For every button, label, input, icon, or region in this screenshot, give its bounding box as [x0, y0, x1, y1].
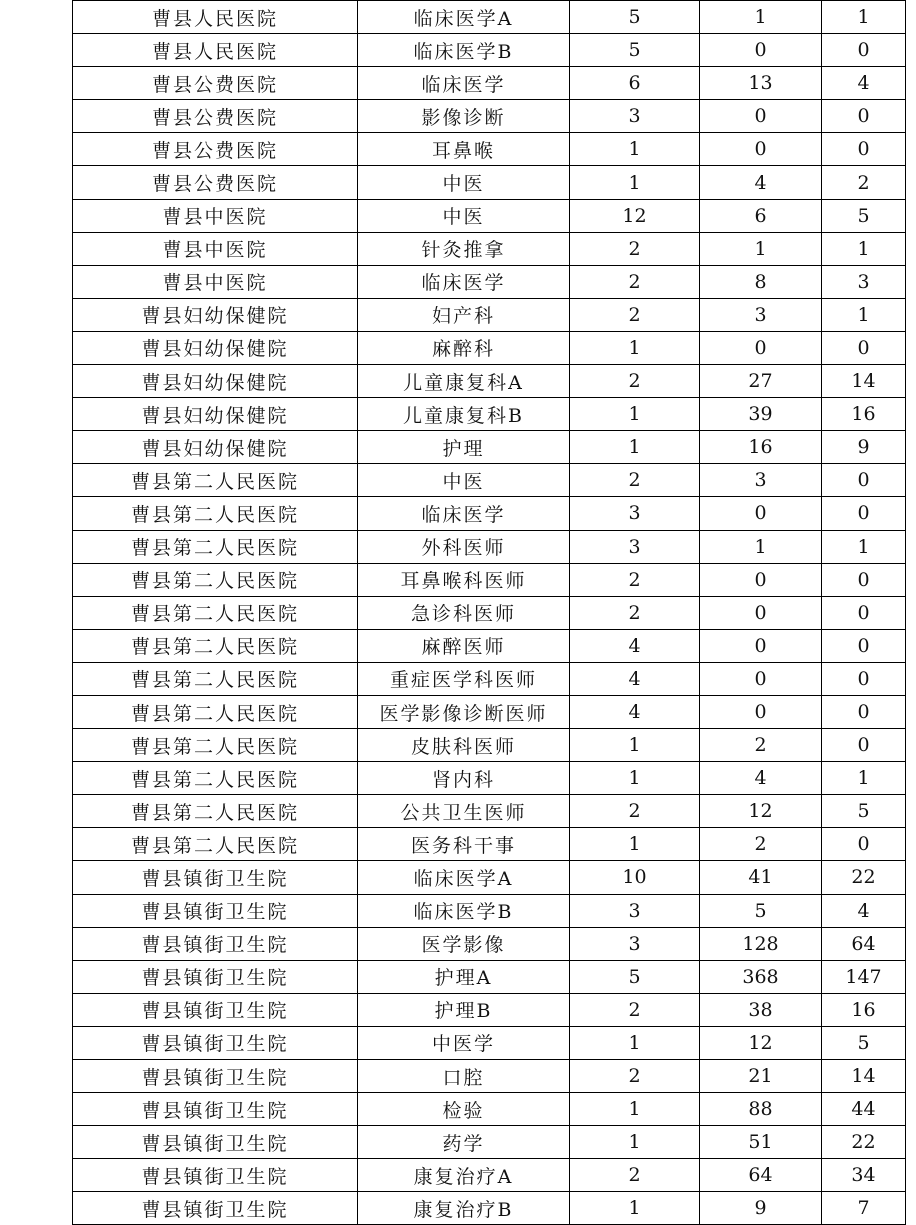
applicants-cell: 5 — [700, 894, 822, 927]
position-cell: 口腔 — [358, 1060, 570, 1093]
hospital-cell: 曹县第二人民医院 — [73, 662, 358, 695]
table-row — [73, 1093, 906, 1126]
applicants-cell: 128 — [700, 927, 822, 960]
table-row — [73, 894, 906, 927]
hospital-cell: 曹县第二人民医院 — [73, 464, 358, 497]
table-body — [73, 1, 906, 1225]
quota-cell: 1 — [570, 1026, 700, 1059]
qualified-cell: 0 — [822, 729, 906, 762]
hospital-cell: 曹县第二人民医院 — [73, 629, 358, 662]
position-cell: 针灸推拿 — [358, 232, 570, 265]
applicants-cell: 0 — [700, 100, 822, 133]
applicants-cell: 0 — [700, 596, 822, 629]
table-row — [73, 365, 906, 398]
applicants-cell: 4 — [700, 762, 822, 795]
applicants-cell: 1 — [700, 232, 822, 265]
qualified-cell: 7 — [822, 1192, 906, 1225]
qualified-cell: 0 — [822, 828, 906, 861]
hospital-cell: 曹县第二人民医院 — [73, 563, 358, 596]
table-row — [73, 861, 906, 894]
table-row — [73, 464, 906, 497]
hospital-cell: 曹县第二人民医院 — [73, 596, 358, 629]
table-row — [73, 1192, 906, 1225]
hospital-cell: 曹县镇街卫生院 — [73, 894, 358, 927]
applicants-cell: 13 — [700, 67, 822, 100]
quota-cell: 1 — [570, 729, 700, 762]
quota-cell: 5 — [570, 34, 700, 67]
qualified-cell: 0 — [822, 331, 906, 364]
hospital-cell: 曹县镇街卫生院 — [73, 1093, 358, 1126]
qualified-cell: 22 — [822, 1126, 906, 1159]
qualified-cell: 16 — [822, 398, 906, 431]
position-cell: 中医学 — [358, 1026, 570, 1059]
quota-cell: 1 — [570, 331, 700, 364]
position-cell: 临床医学 — [358, 497, 570, 530]
applicants-cell: 0 — [700, 662, 822, 695]
hospital-cell: 曹县镇街卫生院 — [73, 1026, 358, 1059]
qualified-cell: 1 — [822, 762, 906, 795]
hospital-cell: 曹县第二人民医院 — [73, 497, 358, 530]
applicants-cell: 2 — [700, 828, 822, 861]
quota-cell: 2 — [570, 365, 700, 398]
position-cell: 麻醉科 — [358, 331, 570, 364]
hospital-cell: 曹县镇街卫生院 — [73, 1159, 358, 1192]
qualified-cell: 64 — [822, 927, 906, 960]
quota-cell: 2 — [570, 563, 700, 596]
table-row — [73, 596, 906, 629]
table-row — [73, 1, 906, 34]
position-cell: 护理 — [358, 431, 570, 464]
quota-cell: 4 — [570, 695, 700, 728]
applicants-cell: 64 — [700, 1159, 822, 1192]
qualified-cell: 14 — [822, 365, 906, 398]
quota-cell: 1 — [570, 166, 700, 199]
hospital-cell: 曹县第二人民医院 — [73, 762, 358, 795]
qualified-cell: 0 — [822, 662, 906, 695]
applicants-cell: 3 — [700, 464, 822, 497]
hospital-cell: 曹县人民医院 — [73, 1, 358, 34]
applicants-cell: 4 — [700, 166, 822, 199]
hospital-cell: 曹县镇街卫生院 — [73, 1192, 358, 1225]
applicants-cell: 0 — [700, 695, 822, 728]
hospital-cell: 曹县第二人民医院 — [73, 729, 358, 762]
quota-cell: 2 — [570, 1159, 700, 1192]
qualified-cell: 1 — [822, 298, 906, 331]
applicants-cell: 9 — [700, 1192, 822, 1225]
hospital-cell: 曹县镇街卫生院 — [73, 927, 358, 960]
hospital-cell: 曹县中医院 — [73, 199, 358, 232]
applicants-cell: 21 — [700, 1060, 822, 1093]
table-row — [73, 530, 906, 563]
applicants-cell: 88 — [700, 1093, 822, 1126]
quota-cell: 2 — [570, 993, 700, 1026]
qualified-cell: 34 — [822, 1159, 906, 1192]
qualified-cell: 0 — [822, 596, 906, 629]
position-cell: 儿童康复科B — [358, 398, 570, 431]
table-row — [73, 232, 906, 265]
hospital-cell: 曹县公费医院 — [73, 166, 358, 199]
qualified-cell: 0 — [822, 629, 906, 662]
qualified-cell: 147 — [822, 960, 906, 993]
table-row — [73, 993, 906, 1026]
quota-cell: 2 — [570, 298, 700, 331]
quota-cell: 5 — [570, 1, 700, 34]
quota-cell: 1 — [570, 1093, 700, 1126]
qualified-cell: 0 — [822, 464, 906, 497]
hospital-cell: 曹县妇幼保健院 — [73, 331, 358, 364]
quota-cell: 3 — [570, 100, 700, 133]
table-row — [73, 563, 906, 596]
applicants-cell: 41 — [700, 861, 822, 894]
quota-cell: 1 — [570, 1126, 700, 1159]
table-row — [73, 1126, 906, 1159]
hospital-cell: 曹县妇幼保健院 — [73, 398, 358, 431]
position-cell: 中医 — [358, 199, 570, 232]
applicants-cell: 51 — [700, 1126, 822, 1159]
position-cell: 检验 — [358, 1093, 570, 1126]
table-row — [73, 729, 906, 762]
table-row — [73, 927, 906, 960]
table-row — [73, 629, 906, 662]
quota-cell: 3 — [570, 894, 700, 927]
position-cell: 医务科干事 — [358, 828, 570, 861]
hospital-cell: 曹县妇幼保健院 — [73, 298, 358, 331]
quota-cell: 3 — [570, 497, 700, 530]
table-row — [73, 34, 906, 67]
qualified-cell: 2 — [822, 166, 906, 199]
position-cell: 麻醉医师 — [358, 629, 570, 662]
qualified-cell: 4 — [822, 67, 906, 100]
applicants-cell: 27 — [700, 365, 822, 398]
position-cell: 临床医学 — [358, 265, 570, 298]
hospital-cell: 曹县第二人民医院 — [73, 795, 358, 828]
hospital-cell: 曹县镇街卫生院 — [73, 1126, 358, 1159]
quota-cell: 4 — [570, 662, 700, 695]
quota-cell: 10 — [570, 861, 700, 894]
table-row — [73, 1026, 906, 1059]
applicants-cell: 39 — [700, 398, 822, 431]
quota-cell: 2 — [570, 232, 700, 265]
position-cell: 临床医学A — [358, 1, 570, 34]
hospital-cell: 曹县镇街卫生院 — [73, 1060, 358, 1093]
qualified-cell: 0 — [822, 695, 906, 728]
qualified-cell: 22 — [822, 861, 906, 894]
table-row — [73, 199, 906, 232]
position-cell: 医学影像 — [358, 927, 570, 960]
table-row — [73, 828, 906, 861]
quota-cell: 3 — [570, 530, 700, 563]
applicants-cell: 6 — [700, 199, 822, 232]
position-cell: 公共卫生医师 — [358, 795, 570, 828]
hospital-cell: 曹县镇街卫生院 — [73, 960, 358, 993]
applicants-cell: 0 — [700, 629, 822, 662]
applicants-cell: 38 — [700, 993, 822, 1026]
position-cell: 耳鼻喉科医师 — [358, 563, 570, 596]
applicants-cell: 0 — [700, 331, 822, 364]
qualified-cell: 3 — [822, 265, 906, 298]
hospital-cell: 曹县第二人民医院 — [73, 828, 358, 861]
applicants-cell: 0 — [700, 497, 822, 530]
table-row — [73, 133, 906, 166]
quota-cell: 1 — [570, 133, 700, 166]
position-cell: 皮肤科医师 — [358, 729, 570, 762]
qualified-cell: 4 — [822, 894, 906, 927]
table-row — [73, 298, 906, 331]
qualified-cell: 0 — [822, 563, 906, 596]
table-row — [73, 265, 906, 298]
position-cell: 医学影像诊断医师 — [358, 695, 570, 728]
applicants-cell: 2 — [700, 729, 822, 762]
quota-cell: 3 — [570, 927, 700, 960]
table-row — [73, 795, 906, 828]
position-cell: 外科医师 — [358, 530, 570, 563]
table-row — [73, 960, 906, 993]
table-row — [73, 398, 906, 431]
position-cell: 妇产科 — [358, 298, 570, 331]
qualified-cell: 1 — [822, 232, 906, 265]
position-cell: 中医 — [358, 166, 570, 199]
table-row — [73, 166, 906, 199]
table-row — [73, 1159, 906, 1192]
hospital-cell: 曹县妇幼保健院 — [73, 365, 358, 398]
table-row — [73, 695, 906, 728]
hospital-cell: 曹县镇街卫生院 — [73, 861, 358, 894]
position-cell: 药学 — [358, 1126, 570, 1159]
hospital-cell: 曹县人民医院 — [73, 34, 358, 67]
applicants-cell: 16 — [700, 431, 822, 464]
position-cell: 护理A — [358, 960, 570, 993]
quota-cell: 12 — [570, 199, 700, 232]
quota-cell: 5 — [570, 960, 700, 993]
quota-cell: 4 — [570, 629, 700, 662]
hospital-cell: 曹县妇幼保健院 — [73, 431, 358, 464]
position-cell: 重症医学科医师 — [358, 662, 570, 695]
table-row — [73, 497, 906, 530]
applicants-cell: 1 — [700, 1, 822, 34]
position-cell: 临床医学 — [358, 67, 570, 100]
applicants-cell: 12 — [700, 795, 822, 828]
applicants-cell: 1 — [700, 530, 822, 563]
qualified-cell: 1 — [822, 530, 906, 563]
position-cell: 影像诊断 — [358, 100, 570, 133]
quota-cell: 2 — [570, 596, 700, 629]
position-cell: 临床医学A — [358, 861, 570, 894]
qualified-cell: 5 — [822, 1026, 906, 1059]
quota-cell: 1 — [570, 398, 700, 431]
hospital-cell: 曹县公费医院 — [73, 133, 358, 166]
quota-cell: 1 — [570, 431, 700, 464]
position-cell: 耳鼻喉 — [358, 133, 570, 166]
hospital-cell: 曹县第二人民医院 — [73, 530, 358, 563]
qualified-cell: 14 — [822, 1060, 906, 1093]
position-cell: 中医 — [358, 464, 570, 497]
applicants-cell: 0 — [700, 563, 822, 596]
quota-cell: 2 — [570, 795, 700, 828]
quota-cell: 2 — [570, 1060, 700, 1093]
hospital-cell: 曹县公费医院 — [73, 100, 358, 133]
position-cell: 康复治疗A — [358, 1159, 570, 1192]
applicants-cell: 368 — [700, 960, 822, 993]
recruitment-table — [72, 0, 906, 1225]
position-cell: 临床医学B — [358, 34, 570, 67]
quota-cell: 6 — [570, 67, 700, 100]
quota-cell: 1 — [570, 1192, 700, 1225]
table-row — [73, 431, 906, 464]
table-row — [73, 762, 906, 795]
position-cell: 急诊科医师 — [358, 596, 570, 629]
hospital-cell: 曹县公费医院 — [73, 67, 358, 100]
position-cell: 儿童康复科A — [358, 365, 570, 398]
qualified-cell: 0 — [822, 100, 906, 133]
qualified-cell: 9 — [822, 431, 906, 464]
quota-cell: 2 — [570, 265, 700, 298]
hospital-cell: 曹县镇街卫生院 — [73, 993, 358, 1026]
qualified-cell: 1 — [822, 1, 906, 34]
table-row — [73, 331, 906, 364]
applicants-cell: 0 — [700, 133, 822, 166]
qualified-cell: 0 — [822, 34, 906, 67]
hospital-cell: 曹县第二人民医院 — [73, 695, 358, 728]
quota-cell: 1 — [570, 762, 700, 795]
applicants-cell: 8 — [700, 265, 822, 298]
position-cell: 临床医学B — [358, 894, 570, 927]
table-row — [73, 662, 906, 695]
qualified-cell: 0 — [822, 133, 906, 166]
position-cell: 康复治疗B — [358, 1192, 570, 1225]
table-row — [73, 67, 906, 100]
hospital-cell: 曹县中医院 — [73, 232, 358, 265]
applicants-cell: 0 — [700, 34, 822, 67]
applicants-cell: 12 — [700, 1026, 822, 1059]
applicants-cell: 3 — [700, 298, 822, 331]
table-row — [73, 1060, 906, 1093]
qualified-cell: 16 — [822, 993, 906, 1026]
qualified-cell: 5 — [822, 795, 906, 828]
qualified-cell: 5 — [822, 199, 906, 232]
position-cell: 护理B — [358, 993, 570, 1026]
qualified-cell: 0 — [822, 497, 906, 530]
quota-cell: 1 — [570, 828, 700, 861]
table-row — [73, 100, 906, 133]
quota-cell: 2 — [570, 464, 700, 497]
qualified-cell: 44 — [822, 1093, 906, 1126]
position-cell: 肾内科 — [358, 762, 570, 795]
hospital-cell: 曹县中医院 — [73, 265, 358, 298]
